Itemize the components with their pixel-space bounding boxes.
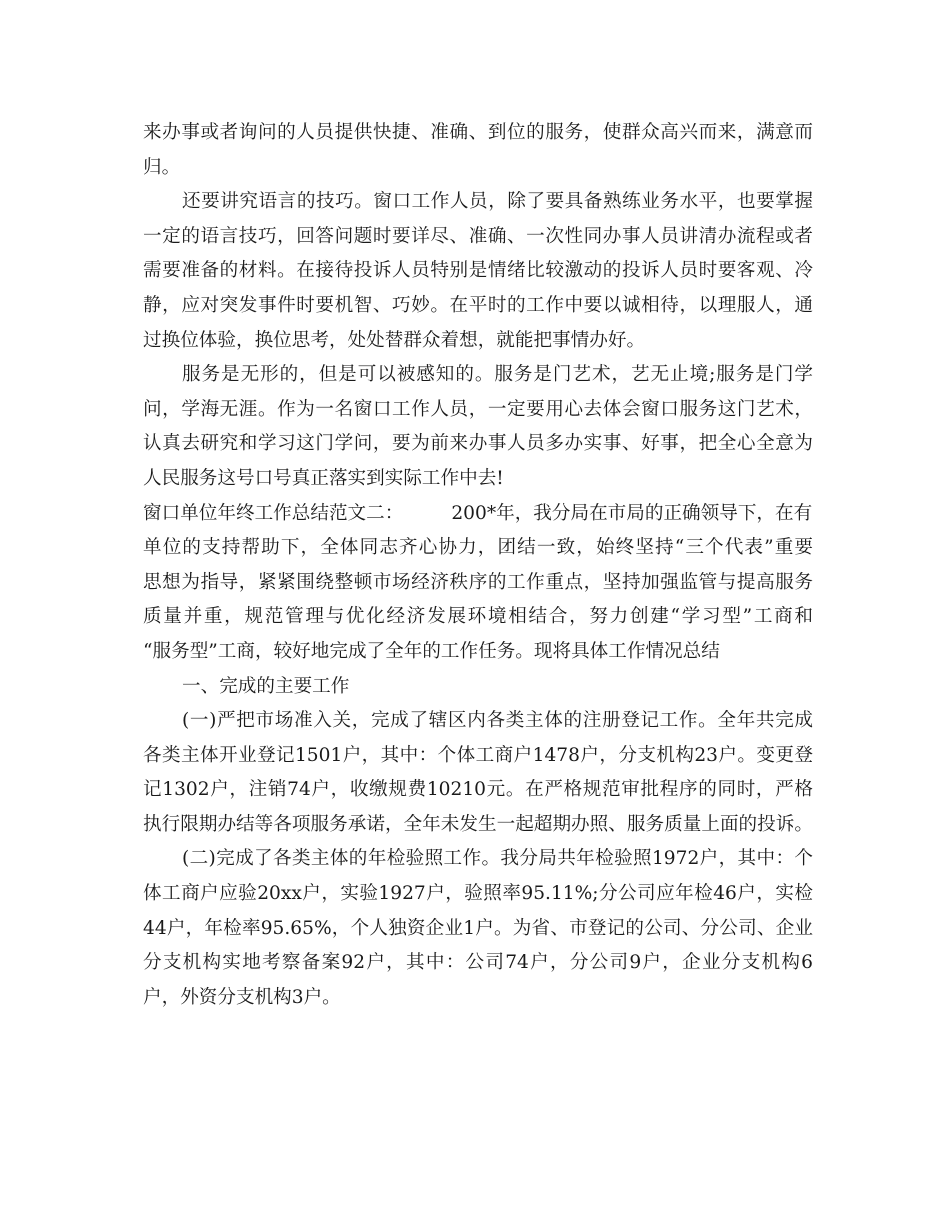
paragraph-start-line: (一)严把市场准入关，完成了辖区内各类主体的注册登记工作。全年共完成 <box>182 710 813 732</box>
text-line: 单位的支持帮助下，全体同志齐心协力，团结一致，始终坚持“三个代表”重要 <box>143 537 813 559</box>
text-line: 体工商户应验20xx户，实验1927户，验照率95.11%;分公司应年检46户，实检 <box>143 883 813 905</box>
text-line: 分支机构实地考察备案92户，其中：公司74户，分公司9户，企业分支机构6 <box>143 952 813 974</box>
text-line: 认真去研究和学习这门学问，要为前来办事人员多办实事、好事，把全心全意为 <box>143 433 813 455</box>
paragraph-start-line: 服务是无形的，但是可以被感知的。服务是门艺术，艺无止境;服务是门学 <box>182 364 813 386</box>
text-line: “服务型”工商，较好地完成了全年的工作任务。现将具体工作情况总结 <box>143 640 720 662</box>
text-line: 过换位体验，换位思考，处处替群众着想，就能把事情办好。 <box>143 329 646 351</box>
text-line: 静，应对突发事件时要机智、巧妙。在平时的工作中要以诚相待，以理服人，通 <box>143 294 813 316</box>
text-line: 户，外资分支机构3户。 <box>143 986 341 1008</box>
section-title-line <box>143 497 813 532</box>
section-intro-text: 200*年，我分局在市局的正确领导下，在有 <box>451 502 813 524</box>
text-line: 记1302户，注销74户，收缴规费10210元。在严格规范审批程序的同时，严格 <box>143 779 813 801</box>
section-title: 窗口单位年终工作总结范文二： <box>143 502 404 524</box>
subheading-line: 一、完成的主要工作 <box>182 675 350 697</box>
text-line: 需要准备的材料。在接待投诉人员特别是情绪比较激动的投诉人员时要客观、冷 <box>143 260 813 282</box>
text-line: 思想为指导，紧紧围绕整顿市场经济秩序的工作重点，坚持加强监管与提高服务 <box>143 571 813 593</box>
text-line: 一定的语言技巧，回答问题时要详尽、准确、一次性同办事人员讲清办流程或者 <box>143 225 813 247</box>
text-line: 归。 <box>143 156 181 178</box>
text-line: 问，学海无涯。作为一名窗口工作人员，一定要用心去体会窗口服务这门艺术， <box>143 398 813 420</box>
document-body <box>143 116 813 1015</box>
paragraph-start-line: 还要讲究语言的技巧。窗口工作人员，除了要具备熟练业务水平，也要掌握 <box>182 191 813 213</box>
text-line: 来办事或者询问的人员提供快捷、准确、到位的服务，使群众高兴而来，满意而 <box>143 122 813 143</box>
text-line: 执行限期办结等各项服务承诺，全年未发生一起超期办照、服务质量上面的投诉。 <box>143 813 813 835</box>
text-line: 各类主体开业登记1501户，其中：个体工商户1478户，分支机构23户。变更登 <box>143 744 813 766</box>
text-line: 质量并重，规范管理与优化经济发展环境相结合，努力创建“学习型”工商和 <box>143 606 813 628</box>
paragraph-start-line: (二)完成了各类主体的年检验照工作。我分局共年检验照1972户，其中：个 <box>182 848 813 870</box>
text-line: 人民服务这号口号真正落实到实际工作中去! <box>143 467 504 489</box>
text-line: 44户，年检率95.65%，个人独资企业1户。为省、市登记的公司、分公司、企业 <box>143 917 813 939</box>
